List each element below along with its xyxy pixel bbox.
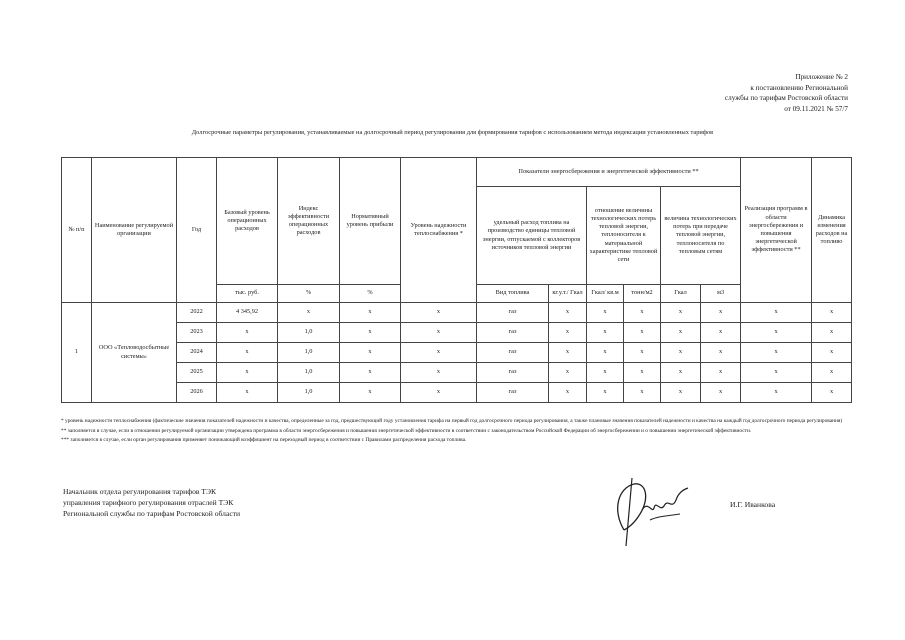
unit-fuel-type: Вид топлива: [477, 285, 549, 303]
header-programs: Реализация программ в области энергосбережения и повышения энергетической эффективности **: [741, 158, 812, 303]
header-org: Наименование регулируемой организации: [92, 158, 177, 303]
cell-loss-2: х: [701, 383, 741, 403]
unit-base: тыс. руб.: [217, 285, 278, 303]
header-energy-group: Показатели энергосбережения и энергетической эффективности **: [477, 158, 741, 187]
header-fuel-consumption: удельный расход топлива на производство единицы тепловой энергии, отпускаемой с коллекторов источников тепловой энергии: [477, 187, 587, 285]
cell-profit: х: [340, 323, 401, 343]
cell-dynamics: х: [812, 363, 852, 383]
cell-reliability: х: [401, 383, 477, 403]
cell-reliability: х: [401, 343, 477, 363]
header-fuel-dynamics: Динамика изменения расходов на топливо: [812, 158, 852, 303]
cell-loss-1: х: [661, 383, 701, 403]
cell-index: 1,0: [278, 383, 340, 403]
cell-loss-1: х: [661, 343, 701, 363]
cell-ratio-1: х: [587, 303, 624, 323]
cell-base: х: [217, 343, 278, 363]
cell-ratio-1: х: [587, 323, 624, 343]
unit-index: %: [278, 285, 340, 303]
footnotes: [61, 418, 851, 447]
cell-loss-2: х: [701, 363, 741, 383]
cell-profit: х: [340, 303, 401, 323]
cell-fuel-rate: х: [549, 343, 587, 363]
cell-fuel-type: газ: [477, 363, 549, 383]
cell-loss-2: х: [701, 323, 741, 343]
row-number: 1: [62, 303, 92, 403]
cell-fuel-type: газ: [477, 383, 549, 403]
cell-reliability: х: [401, 363, 477, 383]
cell-base: 4 345,92: [217, 303, 278, 323]
unit-fuel: кг.у.т./ Гкал: [549, 285, 587, 303]
cell-base: х: [217, 363, 278, 383]
signatory-line-1: Начальник отдела регулирования тарифов ТЭК: [63, 487, 217, 496]
cell-fuel-type: газ: [477, 323, 549, 343]
header-year: Год: [177, 158, 217, 303]
cell-profit: х: [340, 343, 401, 363]
signatory-position: [63, 486, 240, 520]
cell-programs: х: [741, 323, 812, 343]
table-row: [62, 383, 852, 403]
appendix-line-1: Приложение № 2: [795, 73, 848, 81]
cell-ratio-2: х: [624, 363, 661, 383]
cell-base: х: [217, 383, 278, 403]
cell-ratio-1: х: [587, 383, 624, 403]
cell-base: х: [217, 323, 278, 343]
cell-ratio-2: х: [624, 383, 661, 403]
cell-dynamics: х: [812, 383, 852, 403]
cell-ratio-2: х: [624, 323, 661, 343]
signatory-name: И.Г. Иванкова: [730, 500, 776, 509]
cell-programs: х: [741, 383, 812, 403]
header-num: № п/п: [62, 158, 92, 303]
cell-ratio-1: х: [587, 343, 624, 363]
cell-programs: х: [741, 363, 812, 383]
handwritten-signature: [604, 470, 694, 550]
cell-dynamics: х: [812, 303, 852, 323]
appendix-line-3: службы по тарифам Ростовской области: [724, 94, 848, 102]
cell-loss-2: х: [701, 303, 741, 323]
cell-ratio-1: х: [587, 363, 624, 383]
parameters-table: [61, 157, 852, 403]
cell-fuel-rate: х: [549, 363, 587, 383]
cell-reliability: х: [401, 303, 477, 323]
cell-loss-1: х: [661, 363, 701, 383]
cell-year: 2024: [177, 343, 217, 363]
cell-index: 1,0: [278, 343, 340, 363]
cell-index: 1,0: [278, 363, 340, 383]
cell-year: 2023: [177, 323, 217, 343]
cell-year: 2026: [177, 383, 217, 403]
appendix-line-2: к постановлению Региональной: [750, 83, 848, 92]
header-base-costs: Базовый уровень операционных расходов: [217, 158, 278, 285]
cell-fuel-rate: х: [549, 303, 587, 323]
footnote-2: ** заполняется в случае, если в отношении регулируемой организации утверждена программа в области энергосбережения и повышения энергетической эффективности в соответствии с законодательством Российской Федерации об энергосбережении и о повышении энергетической эффективности.: [61, 427, 752, 434]
unit-ratio-2: тонн/м2: [624, 285, 661, 303]
footnote-3: *** заполняется в случае, если орган регулирования применяет понижающий коэффициент на переходный период в соответствии с Правилами распределения расхода топлива.: [61, 437, 467, 444]
cell-loss-2: х: [701, 343, 741, 363]
cell-profit: х: [340, 383, 401, 403]
signatory-line-2: управления тарифного регулирования отраслей ТЭК: [63, 498, 234, 508]
cell-profit: х: [340, 363, 401, 383]
cell-index: 1,0: [278, 323, 340, 343]
cell-year: 2022: [177, 303, 217, 323]
cell-loss-1: х: [661, 323, 701, 343]
cell-dynamics: х: [812, 343, 852, 363]
table-row: [62, 363, 852, 383]
footnote-1: * уровень надежности теплоснабжения (фактические значения показателей надежности и качества, определенные за год, предшествующий году установления тарифа на первый год долгосрочного периода регулирования, а также плановые значения показателей надежности и качества на каждый год долгосрочного периода регулирования): [61, 418, 843, 424]
appendix-block: [725, 72, 848, 114]
table-row: [62, 323, 852, 343]
header-reliability: Уровень надежности теплоснабжения *: [401, 158, 477, 303]
header-tech-losses: величина технологических потерь при передаче тепловой энергии, теплоносителя по тепловым сетям: [661, 187, 741, 285]
cell-year: 2025: [177, 363, 217, 383]
cell-reliability: х: [401, 323, 477, 343]
cell-index: х: [278, 303, 340, 323]
cell-programs: х: [741, 303, 812, 323]
unit-loss-1: Гкал: [661, 285, 701, 303]
unit-ratio-1: Гкал/ кв.м: [587, 285, 624, 303]
header-efficiency-index: Индекс эффективности операционных расходов: [278, 158, 340, 285]
unit-loss-2: м3: [701, 285, 741, 303]
signatory-line-3: Региональной службы по тарифам Ростовской области: [63, 509, 241, 519]
appendix-line-4: от 09.11.2021 № 57/7: [784, 104, 848, 113]
organization-name: ООО «Тепловодосбытные системы»: [92, 303, 177, 403]
cell-fuel-rate: х: [549, 383, 587, 403]
cell-programs: х: [741, 343, 812, 363]
cell-ratio-2: х: [624, 303, 661, 323]
table-row: [62, 303, 852, 323]
cell-loss-1: х: [661, 303, 701, 323]
cell-fuel-type: газ: [477, 303, 549, 323]
header-loss-ratio: отношение величины технологических потерь тепловой энергии, теплоносителя к материальной характеристике тепловой сети: [587, 187, 661, 285]
unit-profit: %: [340, 285, 401, 303]
table-row: [62, 343, 852, 363]
cell-dynamics: х: [812, 323, 852, 343]
cell-ratio-2: х: [624, 343, 661, 363]
header-profit-level: Нормативный уровень прибыли: [340, 158, 401, 285]
cell-fuel-rate: х: [549, 323, 587, 343]
document-title: Долгосрочные параметры регулирования, устанавливаемые на долгосрочный период регулирования для формирования тарифов с использованием метода индексации установленных тарифов: [191, 129, 714, 136]
cell-fuel-type: газ: [477, 343, 549, 363]
